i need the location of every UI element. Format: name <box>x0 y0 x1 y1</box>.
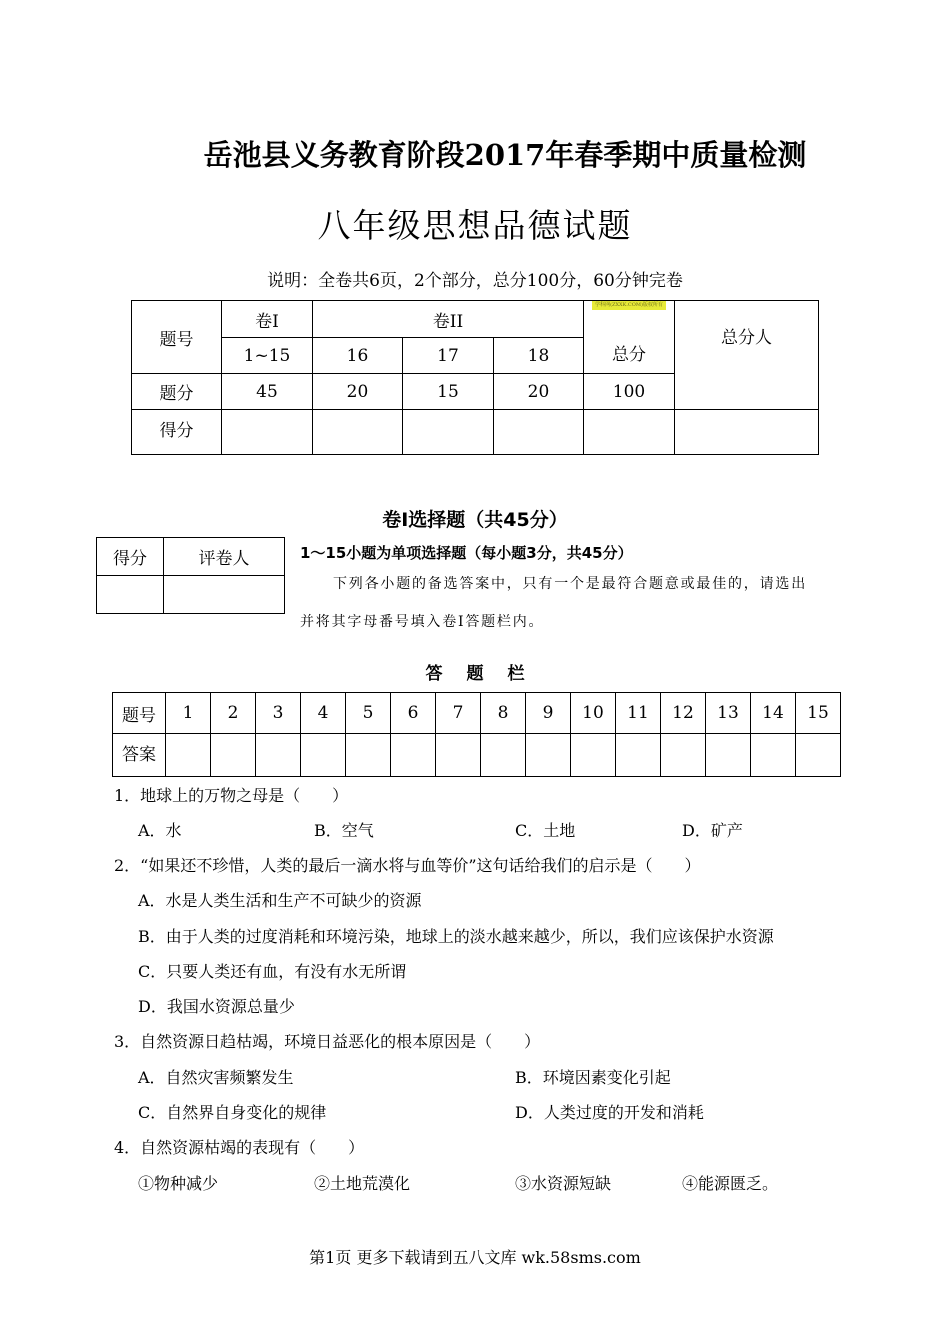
answer-number: 8 <box>481 693 526 734</box>
answer-number: 3 <box>256 693 301 734</box>
grader-score-cell[interactable] <box>97 576 164 614</box>
answer-cell[interactable] <box>391 734 436 777</box>
answer-cell[interactable] <box>616 734 661 777</box>
instruction-line2: 并将其字母番号填入卷Ⅰ答题栏内。 <box>300 614 545 630</box>
grader-score-label: 得分 <box>97 538 164 576</box>
instruction-bold: 1～15小题为单项选择题（每小题3分，共45分） <box>300 544 633 562</box>
section-heading: 卷Ⅰ选择题（共45分） <box>382 509 568 531</box>
question-1-option-b[interactable]: B．空气 <box>314 821 374 840</box>
answer-number: 13 <box>706 693 751 734</box>
question-2-option-b[interactable]: B．由于人类的过度消耗和环境污染，地球上的淡水越来越少，所以，我们应该保护水资源 <box>138 927 774 946</box>
answer-number: 1 <box>166 693 211 734</box>
question-4-stem: 4．自然资源枯竭的表现有（ ） <box>114 1138 365 1157</box>
answer-heading: 答题栏 <box>425 664 549 684</box>
score-row-points-label: 题分 <box>132 374 222 410</box>
score-cell[interactable] <box>494 410 584 455</box>
watermark: 学科网(ZXXK.COM)版权所有 <box>592 301 666 310</box>
score-cell[interactable] <box>403 410 494 455</box>
answer-row-label: 题号 <box>113 693 166 734</box>
question-2-option-c[interactable]: C．只要人类还有血，有没有水无所谓 <box>138 962 407 981</box>
answer-cell[interactable] <box>211 734 256 777</box>
question-3-option-c[interactable]: C．自然界自身变化的规律 <box>138 1103 327 1122</box>
answer-table <box>112 692 841 777</box>
question-3-option-a[interactable]: A．自然灾害频繁发生 <box>138 1068 294 1087</box>
points-cell: 20 <box>494 374 584 410</box>
page-footer: 第1页 更多下载请到五八文库 wk.58sms.com <box>309 1248 641 1267</box>
score-table <box>131 300 819 455</box>
answer-number: 4 <box>301 693 346 734</box>
answer-number-row <box>113 693 841 734</box>
exam-title: 岳池县义务教育阶段2017年春季期中质量检测 <box>203 138 807 172</box>
points-cell: 15 <box>403 374 494 410</box>
exam-subject: 八年级思想品德试题 <box>317 206 633 245</box>
answer-number: 7 <box>436 693 481 734</box>
instruction-line1: 下列各小题的备选答案中，只有一个是最符合题意或最佳的，请选出 <box>333 576 807 592</box>
answer-cell[interactable] <box>436 734 481 777</box>
question-2-option-d[interactable]: D．我国水资源总量少 <box>138 997 295 1016</box>
question-2-option-a[interactable]: A．水是人类生活和生产不可缺少的资源 <box>138 891 422 910</box>
question-3-option-d[interactable]: D．人类过度的开发和消耗 <box>515 1103 704 1122</box>
points-cell: 20 <box>313 374 403 410</box>
score-table-vol1: 卷I <box>222 301 313 338</box>
answer-number: 5 <box>346 693 391 734</box>
answer-cell[interactable] <box>526 734 571 777</box>
score-cell[interactable] <box>313 410 403 455</box>
answer-number: 6 <box>391 693 436 734</box>
question-4-item-2: ②土地荒漠化 <box>314 1174 411 1193</box>
answer-number: 12 <box>661 693 706 734</box>
question-3-stem: 3．自然资源日趋枯竭，环境日益恶化的根本原因是（ ） <box>114 1032 541 1051</box>
question-4-item-4: ④能源匮乏。 <box>682 1174 779 1193</box>
score-col: 1~15 <box>222 338 313 374</box>
answer-number: 9 <box>526 693 571 734</box>
score-col: 17 <box>403 338 494 374</box>
grader-person-cell[interactable] <box>164 576 285 614</box>
score-cell[interactable] <box>222 410 313 455</box>
score-table-total: 总分 <box>612 345 646 365</box>
score-col: 16 <box>313 338 403 374</box>
answer-cell[interactable] <box>571 734 616 777</box>
answer-row-label: 答案 <box>113 734 166 777</box>
score-table-scorer: 总分人 <box>675 301 819 410</box>
question-1-option-c[interactable]: C．土地 <box>515 821 576 840</box>
exam-note: 说明：全卷共6页，2个部分，总分100分，60分钟完卷 <box>267 271 683 291</box>
grader-person-label: 评卷人 <box>164 538 285 576</box>
question-4-item-1: ①物种减少 <box>138 1174 219 1193</box>
points-cell: 100 <box>584 374 675 410</box>
answer-input-row <box>113 734 841 777</box>
score-col: 18 <box>494 338 584 374</box>
answer-number: 2 <box>211 693 256 734</box>
question-1-option-a[interactable]: A．水 <box>138 821 182 840</box>
score-row-score-label: 得分 <box>132 410 222 455</box>
question-1-option-d[interactable]: D．矿产 <box>682 821 743 840</box>
question-1-stem: 1．地球上的万物之母是（ ） <box>114 786 349 805</box>
score-table-vol2: 卷II <box>313 301 584 338</box>
answer-cell[interactable] <box>481 734 526 777</box>
answer-cell[interactable] <box>751 734 796 777</box>
answer-number: 15 <box>796 693 841 734</box>
question-2-stem: 2．“如果还不珍惜，人类的最后一滴水将与血等价”这句话给我们的启示是（ ） <box>114 856 701 875</box>
answer-cell[interactable] <box>256 734 301 777</box>
points-cell: 45 <box>222 374 313 410</box>
answer-number: 10 <box>571 693 616 734</box>
grader-table <box>96 537 285 614</box>
answer-number: 14 <box>751 693 796 734</box>
answer-cell[interactable] <box>661 734 706 777</box>
answer-number: 11 <box>616 693 661 734</box>
answer-cell[interactable] <box>166 734 211 777</box>
score-cell[interactable] <box>584 410 675 455</box>
score-table-total-cell <box>584 301 675 374</box>
answer-cell[interactable] <box>301 734 346 777</box>
question-3-option-b[interactable]: B．环境因素变化引起 <box>515 1068 671 1087</box>
score-table-tihao: 题号 <box>132 301 222 374</box>
answer-cell[interactable] <box>346 734 391 777</box>
answer-cell[interactable] <box>706 734 751 777</box>
score-cell[interactable] <box>675 410 819 455</box>
answer-cell[interactable] <box>796 734 841 777</box>
question-4-item-3: ③水资源短缺 <box>515 1174 612 1193</box>
